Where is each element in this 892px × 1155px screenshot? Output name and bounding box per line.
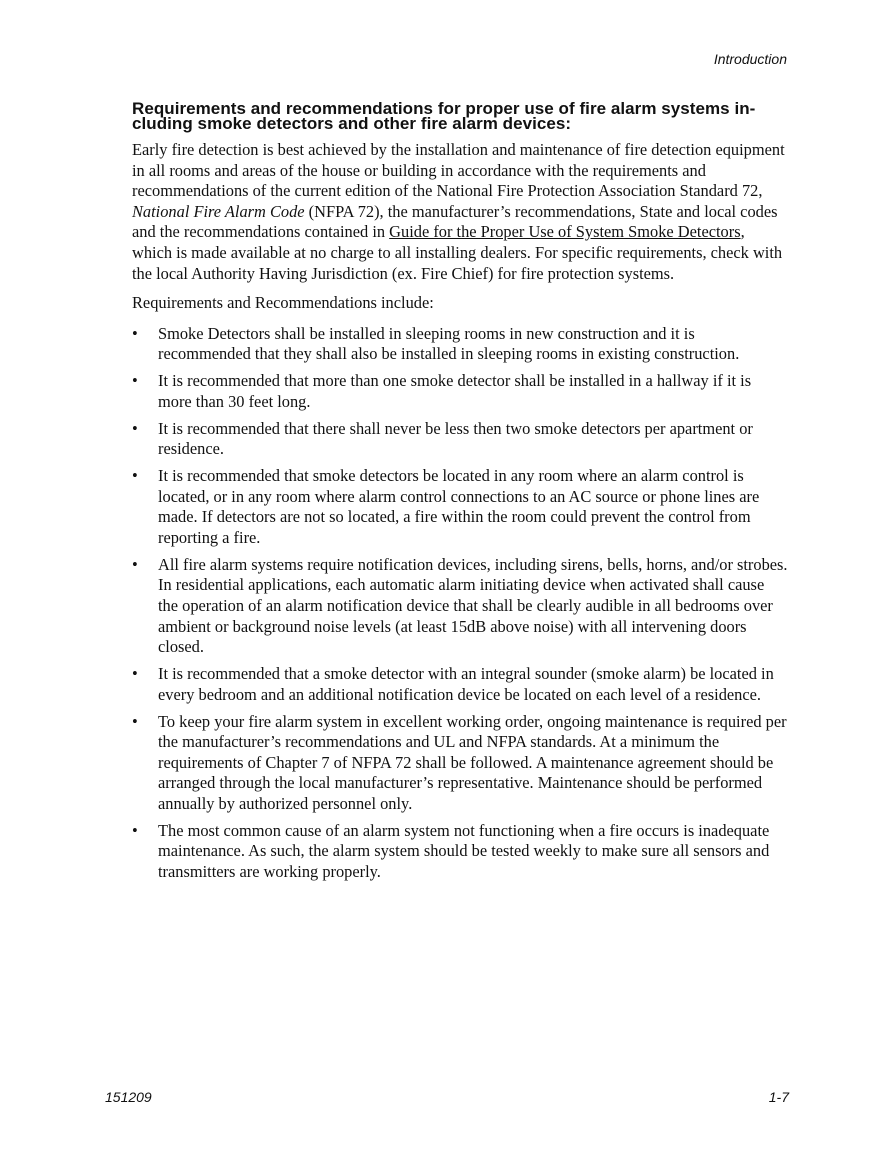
list-item-text: It is recommended that there shall never be less then two smoke detectors per apartment or residence. <box>158 418 753 459</box>
intro-text-part2: (NFPA 72), the manufacturer’s recommendations, State and local codes and the recommendations contained in <box>132 201 778 242</box>
intro-text-part1: Early fire detection is best achieved by the installation and maintenance of fire detection equipment in all rooms and areas of the house or building in accordance with the requirements and recommendations of the current edition of the National Fire Protection Association Standard 72, <box>132 140 785 201</box>
body-text <box>132 140 788 883</box>
page-content <box>132 101 788 889</box>
footer-doc-number: 151209 <box>105 1089 152 1105</box>
list-item-text: Smoke Detectors shall be installed in sleeping rooms in new construction and it is recommended that they shall also be installed in sleeping rooms in existing construction. <box>158 323 740 364</box>
list-intro: Requirements and Recommendations include: <box>132 293 434 313</box>
list-item <box>132 371 788 412</box>
bullet-icon: • <box>132 664 138 684</box>
bullet-icon: • <box>132 418 138 438</box>
guide-link[interactable]: Guide for the Proper Use of System Smoke Detectors <box>389 222 741 242</box>
running-header-title: Introduction <box>713 51 787 67</box>
list-item <box>132 664 788 705</box>
list-item-text: All fire alarm systems require notification devices, including sirens, bells, horns, and/or strobes. In residential applications, each automatic alarm initiating device when activated shall cause the operation of an alarm notification device that shall be clearly audible in all bedrooms over ambient or background noise levels (at least 15dB above noise) with all intervening doors closed. <box>158 554 788 657</box>
list-item-text: The most common cause of an alarm system not functioning when a fire occurs is inadequate maintenance. As such, the alarm system should be tested weekly to make sure all sensors and transmitters are working properly. <box>158 820 770 882</box>
requirements-list <box>132 324 788 883</box>
bullet-icon: • <box>132 711 138 731</box>
list-item <box>132 555 788 658</box>
list-item-text: It is recommended that smoke detectors be located in any room where an alarm control is located, or in any room where alarm control connections to an AC source or phone lines are made. If detectors are not so located, a fire within the room could prevent the control from reporting a fire. <box>158 466 760 547</box>
list-item <box>132 712 788 815</box>
bullet-icon: • <box>132 466 138 486</box>
list-item <box>132 466 788 548</box>
code-title: National Fire Alarm Code <box>132 201 305 221</box>
footer-page-number: 1-7 <box>768 1089 789 1105</box>
intro-paragraph <box>132 140 788 284</box>
list-item <box>132 419 788 460</box>
list-item-text: It is recommended that a smoke detector with an integral sounder (smoke alarm) be located in every bedroom and an additional notification device be located on each level of a residence. <box>158 664 774 704</box>
section-heading: Requirements and recommendations for proper use of fire alarm systems in-cluding smoke detectors and other fire alarm devices: <box>132 99 756 133</box>
bullet-icon: • <box>132 820 138 840</box>
bullet-icon: • <box>132 554 138 574</box>
bullet-icon: • <box>132 323 138 343</box>
bullet-icon: • <box>132 371 138 391</box>
list-item <box>132 821 788 883</box>
intro-text-part3: , which is made available at no charge to all installing dealers. For specific requirements, check with the local Authority Having Jurisdiction (ex. Fire Chief) for fire protection systems. <box>132 222 783 283</box>
list-item-text: It is recommended that more than one smoke detector shall be installed in a hallway if it is more than 30 feet long. <box>158 371 752 411</box>
list-item-text: To keep your fire alarm system in excellent working order, ongoing maintenance is required per the manufacturer’s recommendations and UL and NFPA standards. At a minimum the requirements of Chapter 7 of NFPA 72 shall be followed. A maintenance agreement should be arranged through the local manufacturer’s representative. Maintenance should be performed annually by authorized personnel only. <box>158 711 787 813</box>
list-item <box>132 324 788 365</box>
